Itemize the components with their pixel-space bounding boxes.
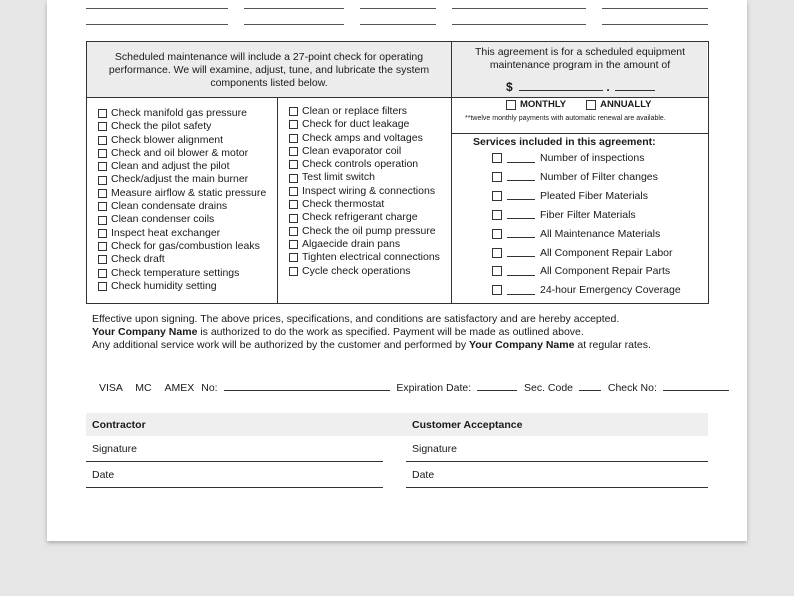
signature-header-band	[86, 413, 708, 436]
checklist-column-2	[289, 105, 440, 278]
blank-line[interactable]	[452, 24, 586, 25]
checklist-item[interactable]	[98, 173, 266, 186]
service-item[interactable]	[492, 190, 648, 202]
blank-line[interactable]	[244, 24, 344, 25]
blank-line[interactable]	[244, 8, 344, 9]
service-label: All Maintenance Materials	[540, 227, 661, 240]
expiration-label: Expiration Date:	[396, 382, 472, 394]
mc-option[interactable]: MC	[135, 382, 152, 394]
checklist-label: Check humidity setting	[111, 279, 217, 292]
checkbox-icon[interactable]	[289, 253, 298, 262]
checkbox-icon[interactable]	[289, 240, 298, 249]
checklist-label: Check and oil blower & motor	[111, 146, 249, 159]
service-checkbox[interactable]	[492, 191, 502, 201]
checklist-item[interactable]	[289, 145, 440, 158]
checkbox-icon[interactable]	[289, 187, 298, 196]
checklist-item[interactable]	[289, 132, 440, 145]
service-label: All Component Repair Labor	[540, 246, 673, 259]
checklist-item[interactable]	[98, 160, 266, 173]
customer-date-line[interactable]	[406, 487, 708, 488]
checkbox-icon[interactable]	[98, 229, 107, 238]
checklist-label: Check temperature settings	[111, 266, 240, 279]
checklist-label: Clean or replace filters	[302, 105, 408, 117]
checklist-item[interactable]	[289, 105, 440, 118]
checklist-item[interactable]	[98, 120, 266, 133]
service-checkbox[interactable]	[492, 248, 502, 258]
blank-line[interactable]	[602, 24, 708, 25]
service-checkbox[interactable]	[492, 229, 502, 239]
service-label: All Component Repair Parts	[540, 265, 671, 278]
service-label: Fiber Filter Materials	[540, 208, 636, 221]
check-no-field[interactable]	[663, 381, 729, 391]
card-number-field[interactable]	[224, 381, 390, 391]
check-no-label: Check No:	[607, 382, 657, 394]
checklist-item[interactable]	[98, 227, 266, 240]
service-quantity-blank[interactable]	[507, 229, 535, 238]
checklist-label: Check the oil pump pressure	[302, 224, 436, 237]
checklist-item[interactable]	[289, 198, 440, 211]
terms-line-3: Any additional service work will be authorized by the customer and performed by Your Company Name at regular rates.	[92, 339, 651, 351]
checkbox-icon[interactable]	[98, 269, 107, 278]
checklist-column-1	[98, 107, 266, 293]
service-label: Pleated Fiber Materials	[540, 189, 648, 202]
checkbox-icon[interactable]	[98, 162, 107, 171]
sec-code-field[interactable]	[579, 381, 601, 391]
checkbox-icon[interactable]	[289, 134, 298, 143]
service-quantity-blank[interactable]	[507, 172, 535, 181]
annually-checkbox[interactable]	[586, 100, 596, 110]
service-item[interactable]	[492, 228, 660, 240]
amount-field[interactable]	[506, 80, 655, 94]
checklist-item[interactable]	[98, 253, 266, 266]
checkbox-icon[interactable]	[289, 200, 298, 209]
card-number-label: No:	[201, 382, 218, 394]
checklist-item[interactable]	[289, 251, 440, 264]
checkbox-icon[interactable]	[98, 122, 107, 131]
checklist-item[interactable]	[98, 213, 266, 226]
sec-code-label: Sec. Code	[523, 382, 574, 394]
checklist-label: Check draft	[111, 253, 165, 266]
column-divider	[451, 41, 452, 303]
checklist-item[interactable]	[289, 265, 440, 278]
checkbox-icon[interactable]	[289, 160, 298, 169]
checklist-label: Test limit switch	[302, 171, 375, 184]
checkbox-icon[interactable]	[98, 216, 107, 225]
blank-line[interactable]	[452, 8, 586, 9]
checklist-item[interactable]	[98, 200, 266, 213]
payment-row	[99, 381, 729, 394]
service-label: 24-hour Emergency Coverage	[540, 284, 681, 297]
checklist-item[interactable]	[98, 107, 266, 120]
checklist-item[interactable]	[98, 187, 266, 200]
service-quantity-blank[interactable]	[507, 286, 535, 295]
checklist-label: Measure airflow & static pressure	[111, 186, 267, 199]
service-checkbox[interactable]	[492, 153, 502, 163]
service-label: Number of Filter changes	[540, 170, 658, 183]
amount-dollars-blank[interactable]	[519, 81, 603, 91]
service-checkbox[interactable]	[492, 172, 502, 182]
customer-signature-line[interactable]	[406, 461, 708, 462]
checklist-item[interactable]	[289, 211, 440, 224]
checkbox-icon[interactable]	[98, 242, 107, 251]
contractor-date-label: Date	[92, 469, 115, 481]
checklist-item[interactable]	[98, 267, 266, 280]
service-item[interactable]	[492, 284, 681, 296]
checkbox-icon[interactable]	[289, 120, 298, 129]
service-item[interactable]	[492, 247, 673, 259]
service-checkbox[interactable]	[492, 210, 502, 220]
amount-separator: .	[606, 80, 610, 94]
checklist-label: Check manifold gas pressure	[111, 107, 247, 119]
checklist-label: Check for gas/combustion leaks	[111, 239, 260, 252]
amex-option[interactable]: AMEX	[164, 382, 195, 394]
terms-line-2: Your Company Name is authorized to do the work as specified. Payment will be made as outlined above.	[92, 326, 584, 338]
contractor-date-line[interactable]	[86, 487, 383, 488]
service-item[interactable]	[492, 171, 658, 183]
checklist-label: Clean condenser coils	[111, 213, 215, 226]
checklist-label: Clean and adjust the pilot	[111, 160, 230, 173]
monthly-checkbox[interactable]	[506, 100, 516, 110]
service-checkbox[interactable]	[492, 285, 502, 295]
company-name: Your Company Name	[92, 326, 198, 338]
billing-divider	[451, 133, 708, 134]
contractor-signature-line[interactable]	[86, 461, 383, 462]
service-checkbox[interactable]	[492, 266, 502, 276]
checklist-label: Tighten electrical connections	[302, 251, 440, 264]
column-divider	[277, 97, 278, 303]
checklist-label: Check the pilot safety	[111, 120, 212, 133]
checklist-label: Check amps and voltages	[302, 131, 423, 144]
checklist-item[interactable]	[98, 280, 266, 293]
checklist-label: Cycle check operations	[302, 264, 411, 277]
checklist-label: Check/adjust the main burner	[111, 173, 249, 186]
service-quantity-blank[interactable]	[507, 267, 535, 276]
visa-option[interactable]: VISA	[99, 382, 123, 394]
checkbox-icon[interactable]	[98, 109, 107, 118]
checklist-item[interactable]	[98, 147, 266, 160]
service-item[interactable]	[492, 209, 636, 221]
checkbox-icon[interactable]	[98, 189, 107, 198]
checklist-label: Inspect wiring & connections	[302, 184, 436, 197]
expiration-field[interactable]	[477, 381, 517, 391]
checkbox-icon[interactable]	[98, 176, 107, 185]
contractor-signature-label: Signature	[92, 443, 137, 455]
checkbox-icon[interactable]	[289, 174, 298, 183]
service-quantity-blank[interactable]	[507, 191, 535, 200]
checkbox-icon[interactable]	[289, 214, 298, 223]
agreement-text: This agreement is for a scheduled equipment maintenance program in the amount of	[474, 46, 686, 71]
service-label: Number of inspections	[540, 152, 645, 164]
company-name: Your Company Name	[469, 339, 575, 351]
checklist-label: Clean evaporator coil	[302, 144, 402, 157]
service-item[interactable]	[492, 265, 670, 277]
customer-signature-label: Signature	[412, 443, 457, 455]
monthly-label: MONTHLY	[520, 99, 567, 110]
terms-line-1: Effective upon signing. The above prices, specifications, and conditions are satisfactory and are hereby accepted.	[92, 313, 620, 325]
checklist-label: Check for duct leakage	[302, 118, 410, 131]
checklist-item[interactable]	[289, 118, 440, 131]
amount-cents-blank[interactable]	[615, 81, 655, 91]
checklist-label: Clean condensate drains	[111, 200, 228, 213]
checkbox-icon[interactable]	[289, 267, 298, 276]
checklist-item[interactable]	[289, 171, 440, 184]
checklist-label: Check refrigerant charge	[302, 211, 418, 224]
customer-date-label: Date	[412, 469, 435, 481]
checkbox-icon[interactable]	[289, 227, 298, 236]
checklist-item[interactable]	[98, 134, 266, 147]
checklist-label: Check thermostat	[302, 198, 385, 211]
checklist-item[interactable]	[289, 238, 440, 251]
checkbox-icon[interactable]	[98, 149, 107, 158]
checkbox-icon[interactable]	[98, 282, 107, 291]
customer-title: Customer Acceptance	[412, 419, 523, 431]
service-quantity-blank[interactable]	[507, 154, 535, 163]
billing-note: **twelve monthly payments with automatic renewal are available.	[465, 115, 666, 122]
blank-line[interactable]	[86, 24, 228, 25]
blank-line[interactable]	[360, 24, 436, 25]
checkbox-icon[interactable]	[98, 202, 107, 211]
checklist-item[interactable]	[289, 158, 440, 171]
service-item[interactable]	[492, 152, 644, 164]
billing-options	[506, 99, 651, 110]
blank-line[interactable]	[86, 8, 228, 9]
checklist-item[interactable]	[289, 185, 440, 198]
service-quantity-blank[interactable]	[507, 210, 535, 219]
header-divider	[86, 97, 708, 98]
checklist-label: Check blower alignment	[111, 133, 224, 146]
service-quantity-blank[interactable]	[507, 248, 535, 257]
intro-text: Scheduled maintenance will include a 27-point check for operating performance. We will examine, adjust, tune, and lubricate the system components listed below.	[108, 51, 430, 89]
checklist-item[interactable]	[289, 225, 440, 238]
checklist-label: Inspect heat exchanger	[111, 226, 221, 239]
checklist-item[interactable]	[98, 240, 266, 253]
services-title: Services included in this agreement:	[473, 136, 656, 148]
checkbox-icon[interactable]	[98, 255, 107, 264]
checkbox-icon[interactable]	[98, 136, 107, 145]
blank-line[interactable]	[602, 8, 708, 9]
checkbox-icon[interactable]	[289, 147, 298, 156]
checkbox-icon[interactable]	[289, 107, 298, 116]
currency-symbol: $	[506, 80, 513, 94]
annually-label: ANNUALLY	[600, 99, 652, 110]
contractor-title: Contractor	[92, 419, 146, 431]
checklist-label: Algaecide drain pans	[302, 237, 401, 250]
blank-line[interactable]	[360, 8, 436, 9]
checklist-label: Check controls operation	[302, 158, 419, 171]
